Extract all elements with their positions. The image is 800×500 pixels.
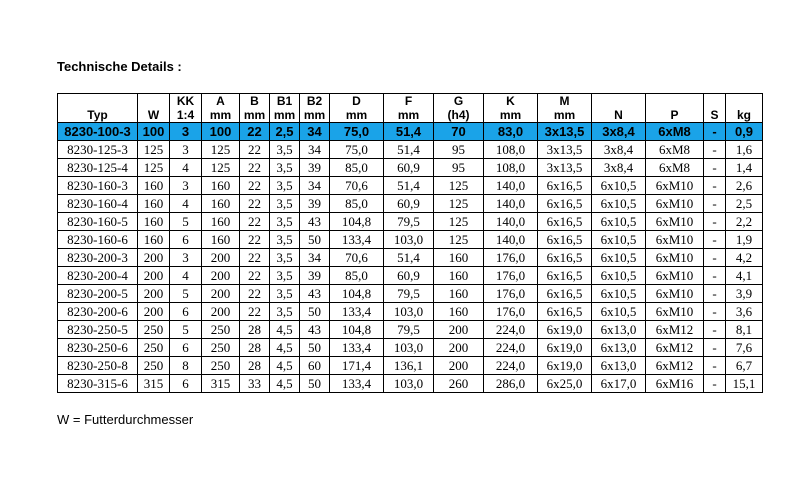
table-cell: 8 xyxy=(170,357,202,375)
table-cell: 43 xyxy=(300,321,330,339)
table-cell: 34 xyxy=(300,123,330,141)
table-cell: 4,2 xyxy=(726,249,763,267)
table-cell: 133,4 xyxy=(330,375,384,393)
table-cell: - xyxy=(704,357,726,375)
table-cell: 22 xyxy=(240,159,270,177)
table-cell: - xyxy=(704,249,726,267)
table-cell: 3,5 xyxy=(270,267,300,285)
table-cell: 103,0 xyxy=(384,231,434,249)
table-cell: 315 xyxy=(202,375,240,393)
table-cell: 3,5 xyxy=(270,213,300,231)
column-header-top: D xyxy=(330,94,384,109)
table-cell: 3x13,5 xyxy=(538,159,592,177)
table-row xyxy=(58,375,763,393)
column-header-top xyxy=(138,94,170,109)
table-cell: 6x16,5 xyxy=(538,231,592,249)
table-cell: 104,8 xyxy=(330,321,384,339)
table-cell: 22 xyxy=(240,123,270,141)
table-cell: 6xM10 xyxy=(646,303,704,321)
column-header-bottom: mm xyxy=(202,108,240,123)
table-cell: 8230-125-3 xyxy=(58,141,138,159)
table-cell: - xyxy=(704,375,726,393)
table-cell: 200 xyxy=(434,357,484,375)
column-header-bottom: N xyxy=(592,108,646,123)
table-cell: 200 xyxy=(138,285,170,303)
table-cell: 85,0 xyxy=(330,195,384,213)
table-cell: 100 xyxy=(138,123,170,141)
table-cell: 200 xyxy=(202,285,240,303)
table-cell: 160 xyxy=(434,285,484,303)
table-cell: 224,0 xyxy=(484,321,538,339)
table-cell: 6xM10 xyxy=(646,267,704,285)
column-header-bottom: P xyxy=(646,108,704,123)
table-cell: 6x10,5 xyxy=(592,285,646,303)
table-cell: 6x13,0 xyxy=(592,357,646,375)
table-cell: 6 xyxy=(170,231,202,249)
table-cell: 140,0 xyxy=(484,231,538,249)
table-cell: 8230-200-3 xyxy=(58,249,138,267)
table-cell: 286,0 xyxy=(484,375,538,393)
technical-details-table xyxy=(57,93,763,393)
table-cell: 70,6 xyxy=(330,249,384,267)
table-cell: - xyxy=(704,285,726,303)
column-header-top: KK xyxy=(170,94,202,109)
table-cell: 2,6 xyxy=(726,177,763,195)
table-cell: 108,0 xyxy=(484,141,538,159)
column-header-top xyxy=(58,94,138,109)
table-cell: 75,0 xyxy=(330,123,384,141)
table-cell: 34 xyxy=(300,249,330,267)
column-header-bottom: mm xyxy=(384,108,434,123)
table-cell: 6x10,5 xyxy=(592,231,646,249)
column-header-top: F xyxy=(384,94,434,109)
table-cell: 51,4 xyxy=(384,249,434,267)
table-cell: 28 xyxy=(240,339,270,357)
table-row xyxy=(58,321,763,339)
table-row xyxy=(58,267,763,285)
table-cell: 6 xyxy=(170,375,202,393)
table-cell: 6xM12 xyxy=(646,321,704,339)
table-cell: 3x13,5 xyxy=(538,141,592,159)
table-cell: 160 xyxy=(434,303,484,321)
table-cell: 5 xyxy=(170,321,202,339)
table-cell: - xyxy=(704,177,726,195)
table-cell: 6,7 xyxy=(726,357,763,375)
table-cell: - xyxy=(704,267,726,285)
table-cell: 160 xyxy=(138,177,170,195)
table-cell: 22 xyxy=(240,303,270,321)
table-cell: 8230-100-3 xyxy=(58,123,138,141)
table-cell: - xyxy=(704,231,726,249)
table-cell: 250 xyxy=(138,339,170,357)
column-header-top xyxy=(646,94,704,109)
table-cell: - xyxy=(704,339,726,357)
table-cell: 51,4 xyxy=(384,141,434,159)
table-cell: 133,4 xyxy=(330,231,384,249)
table-cell: 22 xyxy=(240,285,270,303)
table-cell: 6x16,5 xyxy=(538,267,592,285)
table-cell: 176,0 xyxy=(484,267,538,285)
table-cell: - xyxy=(704,321,726,339)
table-cell: 6x10,5 xyxy=(592,195,646,213)
column-header-bottom: mm xyxy=(240,108,270,123)
table-cell: 2,5 xyxy=(270,123,300,141)
table-cell: 6xM12 xyxy=(646,339,704,357)
table-cell: 5 xyxy=(170,285,202,303)
column-header-bottom: mm xyxy=(484,108,538,123)
table-cell: 4,5 xyxy=(270,339,300,357)
footnote: W = Futterdurchmesser xyxy=(57,412,194,427)
table-cell: 3x13,5 xyxy=(538,123,592,141)
column-header-bottom: mm xyxy=(538,108,592,123)
column-header-top: K xyxy=(484,94,538,109)
table-cell: 6x10,5 xyxy=(592,303,646,321)
table-cell: 125 xyxy=(138,141,170,159)
table-cell: 3,9 xyxy=(726,285,763,303)
table-cell: 8230-250-8 xyxy=(58,357,138,375)
table-cell: 22 xyxy=(240,231,270,249)
table-cell: - xyxy=(704,159,726,177)
table-cell: 250 xyxy=(202,357,240,375)
table-cell: 140,0 xyxy=(484,177,538,195)
column-header-top: B xyxy=(240,94,270,109)
table-cell: 22 xyxy=(240,213,270,231)
table-cell: 260 xyxy=(434,375,484,393)
table-cell: 3,5 xyxy=(270,231,300,249)
table-cell: 60 xyxy=(300,357,330,375)
table-cell: 50 xyxy=(300,375,330,393)
table-cell: 34 xyxy=(300,177,330,195)
table-cell: 125 xyxy=(202,141,240,159)
table-cell: 160 xyxy=(202,213,240,231)
table-cell: 70 xyxy=(434,123,484,141)
table-cell: 200 xyxy=(138,249,170,267)
table-cell: 50 xyxy=(300,231,330,249)
table-cell: 6xM8 xyxy=(646,159,704,177)
table-cell: 200 xyxy=(202,267,240,285)
table-cell: 171,4 xyxy=(330,357,384,375)
table-cell: 250 xyxy=(138,357,170,375)
table-cell: 8230-160-5 xyxy=(58,213,138,231)
table-cell: 200 xyxy=(202,303,240,321)
table-cell: 100 xyxy=(202,123,240,141)
table-cell: - xyxy=(704,195,726,213)
table-cell: 70,6 xyxy=(330,177,384,195)
table-cell: 6x16,5 xyxy=(538,285,592,303)
table-cell: 6x16,5 xyxy=(538,213,592,231)
table-cell: 8,1 xyxy=(726,321,763,339)
table-cell: 6x19,0 xyxy=(538,357,592,375)
table-cell: 6xM10 xyxy=(646,177,704,195)
table-cell: 60,9 xyxy=(384,195,434,213)
table-cell: 6x25,0 xyxy=(538,375,592,393)
table-cell: 22 xyxy=(240,249,270,267)
table-cell: 2,5 xyxy=(726,195,763,213)
table-cell: 75,0 xyxy=(330,141,384,159)
table-row-highlighted xyxy=(58,123,763,141)
table-cell: 3x8,4 xyxy=(592,141,646,159)
table-cell: 6x10,5 xyxy=(592,249,646,267)
column-header-top: B1 xyxy=(270,94,300,109)
table-cell: 3 xyxy=(170,249,202,267)
table-row xyxy=(58,177,763,195)
table-cell: 6x10,5 xyxy=(592,267,646,285)
column-header-bottom: kg xyxy=(726,108,763,123)
table-cell: 85,0 xyxy=(330,267,384,285)
column-header-bottom: Typ xyxy=(58,108,138,123)
table-cell: 200 xyxy=(138,267,170,285)
table-row xyxy=(58,339,763,357)
table-cell: 3,5 xyxy=(270,177,300,195)
table-cell: 6x16,5 xyxy=(538,303,592,321)
table-cell: 140,0 xyxy=(484,213,538,231)
table-cell: 39 xyxy=(300,267,330,285)
table-cell: 160 xyxy=(138,231,170,249)
column-header-top: G xyxy=(434,94,484,109)
table-cell: 6x19,0 xyxy=(538,339,592,357)
table-cell: 22 xyxy=(240,141,270,159)
column-header-bottom: W xyxy=(138,108,170,123)
column-header-bottom: mm xyxy=(330,108,384,123)
table-cell: 3,5 xyxy=(270,141,300,159)
table-cell: 15,1 xyxy=(726,375,763,393)
table-cell: 3x8,4 xyxy=(592,159,646,177)
table-cell: 22 xyxy=(240,177,270,195)
table-cell: 160 xyxy=(434,249,484,267)
table-cell: 125 xyxy=(434,177,484,195)
table-cell: 0,9 xyxy=(726,123,763,141)
table-cell: 3 xyxy=(170,123,202,141)
table-cell: 6x19,0 xyxy=(538,321,592,339)
table-cell: 6 xyxy=(170,339,202,357)
column-header-top xyxy=(704,94,726,109)
table-cell: 3,5 xyxy=(270,249,300,267)
table-cell: 8230-200-5 xyxy=(58,285,138,303)
table-cell: 50 xyxy=(300,303,330,321)
table-cell: 95 xyxy=(434,141,484,159)
table-cell: 3,5 xyxy=(270,285,300,303)
table-cell: 4 xyxy=(170,159,202,177)
table-cell: 43 xyxy=(300,285,330,303)
table-cell: 6xM10 xyxy=(646,195,704,213)
table-cell: - xyxy=(704,123,726,141)
table-cell: 200 xyxy=(434,339,484,357)
table-cell: 8230-315-6 xyxy=(58,375,138,393)
table-cell: 250 xyxy=(202,339,240,357)
table-cell: 79,5 xyxy=(384,285,434,303)
table-cell: 39 xyxy=(300,195,330,213)
table-cell: 8230-160-6 xyxy=(58,231,138,249)
table-cell: 3,6 xyxy=(726,303,763,321)
table-cell: 6x10,5 xyxy=(592,213,646,231)
table-cell: 224,0 xyxy=(484,339,538,357)
table-cell: 8230-200-4 xyxy=(58,267,138,285)
table-cell: 200 xyxy=(434,321,484,339)
table-cell: 60,9 xyxy=(384,159,434,177)
column-header-bottom: mm xyxy=(270,108,300,123)
table-cell: 85,0 xyxy=(330,159,384,177)
table-cell: 4,5 xyxy=(270,375,300,393)
table-row xyxy=(58,285,763,303)
table-cell: 50 xyxy=(300,339,330,357)
column-header-top xyxy=(726,94,763,109)
table-cell: 160 xyxy=(202,177,240,195)
table-cell: 8230-250-5 xyxy=(58,321,138,339)
table-body xyxy=(58,123,763,393)
table-cell: 7,6 xyxy=(726,339,763,357)
table-cell: 315 xyxy=(138,375,170,393)
table-cell: - xyxy=(704,213,726,231)
table-cell: - xyxy=(704,141,726,159)
table-row xyxy=(58,213,763,231)
table-cell: 125 xyxy=(202,159,240,177)
table-cell: 140,0 xyxy=(484,195,538,213)
table-cell: 6x16,5 xyxy=(538,249,592,267)
table-cell: 103,0 xyxy=(384,339,434,357)
column-header-top: B2 xyxy=(300,94,330,109)
table-cell: 6x16,5 xyxy=(538,177,592,195)
table-cell: 4 xyxy=(170,195,202,213)
table-cell: 1,6 xyxy=(726,141,763,159)
table-cell: 250 xyxy=(138,321,170,339)
table-cell: 160 xyxy=(138,213,170,231)
table-cell: 95 xyxy=(434,159,484,177)
table-cell: 6xM8 xyxy=(646,141,704,159)
table-cell: 83,0 xyxy=(484,123,538,141)
table-cell: 6x13,0 xyxy=(592,339,646,357)
table-cell: 60,9 xyxy=(384,267,434,285)
table-row xyxy=(58,141,763,159)
column-header-bottom: S xyxy=(704,108,726,123)
table-cell: 79,5 xyxy=(384,321,434,339)
table-cell: 6x17,0 xyxy=(592,375,646,393)
table-cell: 51,4 xyxy=(384,177,434,195)
table-header xyxy=(58,94,763,123)
table-cell: 1,4 xyxy=(726,159,763,177)
table-cell: 51,4 xyxy=(384,123,434,141)
table-cell: 22 xyxy=(240,195,270,213)
table-cell: 6xM10 xyxy=(646,213,704,231)
table-cell: 3x8,4 xyxy=(592,123,646,141)
column-header-top: A xyxy=(202,94,240,109)
column-header-bottom: (h4) xyxy=(434,108,484,123)
table-cell: 33 xyxy=(240,375,270,393)
table-cell: 28 xyxy=(240,321,270,339)
table-cell: 125 xyxy=(434,213,484,231)
table-cell: 200 xyxy=(202,249,240,267)
table-cell: 4 xyxy=(170,267,202,285)
table-cell: 125 xyxy=(434,195,484,213)
table-row xyxy=(58,249,763,267)
table-cell: 6xM10 xyxy=(646,285,704,303)
table-cell: 176,0 xyxy=(484,303,538,321)
table-row xyxy=(58,195,763,213)
table-cell: 3,5 xyxy=(270,159,300,177)
table-cell: 43 xyxy=(300,213,330,231)
table-row xyxy=(58,159,763,177)
table-cell: 8230-160-4 xyxy=(58,195,138,213)
table-cell: 133,4 xyxy=(330,303,384,321)
table-cell: 8230-160-3 xyxy=(58,177,138,195)
table-cell: 3,5 xyxy=(270,303,300,321)
table-cell: 5 xyxy=(170,213,202,231)
table-cell: 3 xyxy=(170,177,202,195)
table-row xyxy=(58,231,763,249)
table-cell: 8230-250-6 xyxy=(58,339,138,357)
table-cell: 2,2 xyxy=(726,213,763,231)
table-cell: 4,1 xyxy=(726,267,763,285)
column-header-bottom: 1:4 xyxy=(170,108,202,123)
table-cell: 6xM10 xyxy=(646,231,704,249)
table-cell: 160 xyxy=(434,267,484,285)
table-cell: 6 xyxy=(170,303,202,321)
table-cell: 200 xyxy=(138,303,170,321)
table-cell: 176,0 xyxy=(484,285,538,303)
table-cell: 103,0 xyxy=(384,375,434,393)
table-cell: 136,1 xyxy=(384,357,434,375)
table-cell: 6xM12 xyxy=(646,357,704,375)
table-cell: 160 xyxy=(138,195,170,213)
table-cell: 103,0 xyxy=(384,303,434,321)
column-header-bottom: mm xyxy=(300,108,330,123)
table-cell: 1,9 xyxy=(726,231,763,249)
table-cell: 79,5 xyxy=(384,213,434,231)
table-cell: 22 xyxy=(240,267,270,285)
table-cell: 6x13,0 xyxy=(592,321,646,339)
table-cell: 39 xyxy=(300,159,330,177)
table-cell: 8230-200-6 xyxy=(58,303,138,321)
table-cell: 4,5 xyxy=(270,357,300,375)
table-cell: 125 xyxy=(434,231,484,249)
table-cell: 250 xyxy=(202,321,240,339)
table-cell: 6x16,5 xyxy=(538,195,592,213)
table-cell: 28 xyxy=(240,357,270,375)
table-cell: 133,4 xyxy=(330,339,384,357)
table-cell: 176,0 xyxy=(484,249,538,267)
table-cell: 34 xyxy=(300,141,330,159)
table-cell: 6xM8 xyxy=(646,123,704,141)
table-cell: 160 xyxy=(202,231,240,249)
table-cell: 104,8 xyxy=(330,213,384,231)
table-row xyxy=(58,357,763,375)
table-cell: 104,8 xyxy=(330,285,384,303)
table-cell: 125 xyxy=(138,159,170,177)
table-cell: 6x10,5 xyxy=(592,177,646,195)
table-cell: 3 xyxy=(170,141,202,159)
table-row xyxy=(58,303,763,321)
column-header-top xyxy=(592,94,646,109)
table-cell: 108,0 xyxy=(484,159,538,177)
table-cell: 3,5 xyxy=(270,195,300,213)
table-cell: 160 xyxy=(202,195,240,213)
table-cell: 6xM10 xyxy=(646,249,704,267)
table-cell: 6xM16 xyxy=(646,375,704,393)
table-cell: 4,5 xyxy=(270,321,300,339)
section-title: Technische Details : xyxy=(57,59,182,74)
table-cell: 224,0 xyxy=(484,357,538,375)
table-cell: 8230-125-4 xyxy=(58,159,138,177)
column-header-top: M xyxy=(538,94,592,109)
table-cell: - xyxy=(704,303,726,321)
